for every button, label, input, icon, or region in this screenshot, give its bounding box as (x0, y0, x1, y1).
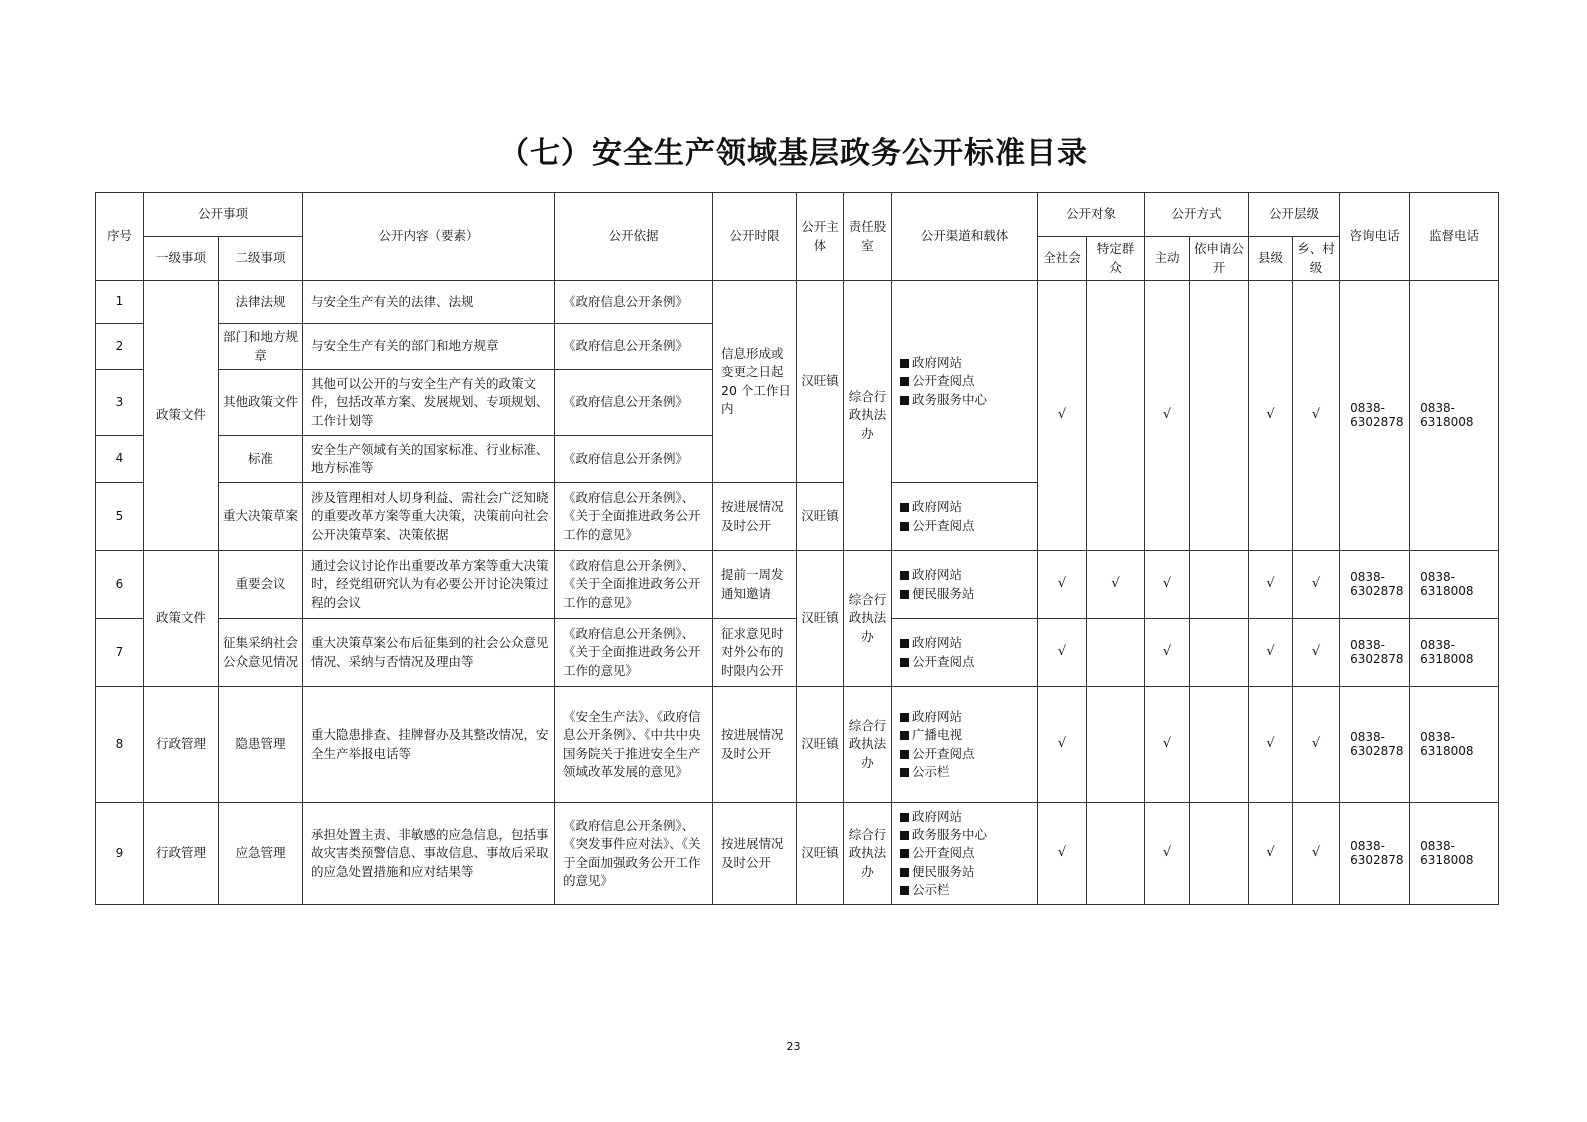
row-level2: 重要会议 (219, 551, 303, 619)
supervise-phone: 0838-6318008 (1410, 281, 1499, 551)
header-time-limit: 公开时限 (713, 193, 797, 281)
level-county-check: √ (1249, 803, 1293, 905)
table-row (96, 803, 1499, 905)
target-all-check: √ (1038, 803, 1087, 905)
header-level: 公开层级 (1249, 193, 1340, 237)
supervise-phone: 0838-6318008 (1410, 803, 1499, 905)
row-content: 其他可以公开的与安全生产有关的政策文件，包括改革方案、发展规划、专项规划、工作计划等 (303, 370, 555, 436)
method-apply-check (1190, 687, 1249, 803)
header-channel: 公开渠道和载体 (892, 193, 1038, 281)
row-channels (892, 483, 1038, 551)
page-number: 23 (786, 1040, 801, 1053)
level-county-check: √ (1249, 619, 1293, 687)
header-basis: 公开依据 (555, 193, 713, 281)
row-time-limit: 按进展情况及时公开 (713, 803, 797, 905)
row-level1: 行政管理 (144, 803, 219, 905)
header-level-village: 乡、村级 (1293, 237, 1340, 281)
row-basis: 《政府信息公开条例》、《关于全面推进政务公开工作的意见》 (555, 483, 713, 551)
row-basis: 《政府信息公开条例》 (555, 281, 713, 324)
level-county-check: √ (1249, 551, 1293, 619)
row-basis: 《政府信息公开条例》 (555, 370, 713, 436)
level-village-check: √ (1293, 281, 1340, 551)
supervise-phone: 0838-6318008 (1410, 551, 1499, 619)
row-seq: 4 (96, 436, 144, 483)
method-active-check: √ (1145, 619, 1190, 687)
target-all-check: √ (1038, 281, 1087, 551)
square-bullet-icon (900, 639, 909, 648)
row-subject: 汉旺镇 (797, 551, 844, 687)
square-bullet-icon (900, 768, 909, 777)
header-target-all: 全社会 (1038, 237, 1087, 281)
channel-item: 公开查阅点 (900, 653, 1033, 671)
header-dept: 责任股室 (844, 193, 892, 281)
consult-phone: 0838-6302878 (1340, 551, 1410, 619)
channel-item: 政府网站 (900, 566, 1033, 584)
table-row (96, 551, 1499, 619)
row-level2: 标准 (219, 436, 303, 483)
row-channels (892, 619, 1038, 687)
square-bullet-icon (900, 713, 909, 722)
header-content: 公开内容（要素） (303, 193, 555, 281)
row-time-limit: 提前一周发通知邀请 (713, 551, 797, 619)
channel-item: 公开查阅点 (900, 844, 1033, 862)
level-village-check: √ (1293, 687, 1340, 803)
row-content: 通过会议讨论作出重要改革方案等重大决策时，经党组研究认为有必要公开讨论决策过程的会议 (303, 551, 555, 619)
row-level2: 应急管理 (219, 803, 303, 905)
row-level2: 其他政策文件 (219, 370, 303, 436)
channel-item: 政府网站 (900, 634, 1033, 652)
header-level-county: 县级 (1249, 237, 1293, 281)
row-level2: 法律法规 (219, 281, 303, 324)
target-all-check: √ (1038, 551, 1087, 619)
channel-item: 政府网站 (900, 708, 1033, 726)
header-consult-phone: 咨询电话 (1340, 193, 1410, 281)
channel-item: 政府网站 (900, 354, 1033, 372)
table-row (96, 687, 1499, 803)
channel-item: 公开查阅点 (900, 517, 1033, 535)
row-content: 与安全生产有关的部门和地方规章 (303, 324, 555, 370)
level-village-check: √ (1293, 803, 1340, 905)
row-dept: 综合行政执法办 (844, 687, 892, 803)
row-level2: 重大决策草案 (219, 483, 303, 551)
row-content: 涉及管理相对人切身利益、需社会广泛知晓的重要改革方案等重大决策，决策前向社会公开决策草案、决策依据 (303, 483, 555, 551)
header-method: 公开方式 (1145, 193, 1249, 237)
row-time-limit: 按进展情况及时公开 (713, 687, 797, 803)
row-seq: 2 (96, 324, 144, 370)
row-channels (892, 551, 1038, 619)
square-bullet-icon (900, 886, 909, 895)
target-specific-check (1087, 281, 1145, 551)
header-target: 公开对象 (1038, 193, 1145, 237)
square-bullet-icon (900, 831, 909, 840)
channel-item: 政务服务中心 (900, 391, 1033, 409)
target-specific-check: √ (1087, 551, 1145, 619)
row-channels (892, 687, 1038, 803)
target-specific-check (1087, 619, 1145, 687)
row-seq: 7 (96, 619, 144, 687)
target-specific-check (1087, 687, 1145, 803)
consult-phone: 0838-6302878 (1340, 803, 1410, 905)
header-subject: 公开主体 (797, 193, 844, 281)
target-specific-check (1087, 803, 1145, 905)
row-content: 承担处置主责、非敏感的应急信息，包括事故灾害类预警信息、事故信息、事故后采取的应急处置措施和应对结果等 (303, 803, 555, 905)
method-apply-check (1190, 551, 1249, 619)
square-bullet-icon (900, 658, 909, 667)
row-dept: 综合行政执法办 (844, 803, 892, 905)
row-dept: 综合行政执法办 (844, 281, 892, 551)
consult-phone: 0838-6302878 (1340, 687, 1410, 803)
channel-item: 政府网站 (900, 808, 1033, 826)
row-level2: 征集采纳社会公众意见情况 (219, 619, 303, 687)
row-seq: 5 (96, 483, 144, 551)
row-time-limit: 按进展情况及时公开 (713, 483, 797, 551)
method-apply-check (1190, 281, 1249, 551)
header-seq: 序号 (96, 193, 144, 281)
header-items: 公开事项 (144, 193, 303, 237)
square-bullet-icon (900, 396, 909, 405)
row-time-limit: 征求意见时对外公布的时限内公开 (713, 619, 797, 687)
row-channels (892, 803, 1038, 905)
row-dept: 综合行政执法办 (844, 551, 892, 687)
row-level1: 政策文件 (144, 281, 219, 551)
square-bullet-icon (900, 750, 909, 759)
header-supervise-phone: 监督电话 (1410, 193, 1499, 281)
row-basis: 《政府信息公开条例》 (555, 436, 713, 483)
square-bullet-icon (900, 590, 909, 599)
channel-item: 广播电视 (900, 726, 1033, 744)
header-target-specific: 特定群众 (1087, 237, 1145, 281)
header-level1: 一级事项 (144, 237, 219, 281)
level-county-check: √ (1249, 281, 1293, 551)
header-method-apply: 依申请公开 (1190, 237, 1249, 281)
row-level2: 部门和地方规章 (219, 324, 303, 370)
channel-item: 便民服务站 (900, 585, 1033, 603)
level-village-check: √ (1293, 619, 1340, 687)
header-level2: 二级事项 (219, 237, 303, 281)
row-content: 安全生产领域有关的国家标准、行业标准、地方标准等 (303, 436, 555, 483)
channel-item: 公开查阅点 (900, 745, 1033, 763)
square-bullet-icon (900, 813, 909, 822)
method-active-check: √ (1145, 803, 1190, 905)
row-seq: 3 (96, 370, 144, 436)
channel-item: 政府网站 (900, 498, 1033, 516)
channel-item: 公示栏 (900, 763, 1033, 781)
header-method-active: 主动 (1145, 237, 1190, 281)
row-level1: 行政管理 (144, 687, 219, 803)
row-basis: 《政府信息公开条例》、《关于全面推进政务公开工作的意见》 (555, 551, 713, 619)
row-content: 重大决策草案公布后征集到的社会公众意见情况、采纳与否情况及理由等 (303, 619, 555, 687)
channel-item: 便民服务站 (900, 863, 1033, 881)
method-active-check: √ (1145, 551, 1190, 619)
row-basis: 《政府信息公开条例》、《突发事件应对法》、《关于全面加强政务公开工作的意见》 (555, 803, 713, 905)
row-subject: 汉旺镇 (797, 803, 844, 905)
target-all-check: √ (1038, 687, 1087, 803)
row-channels (892, 281, 1038, 483)
square-bullet-icon (900, 359, 909, 368)
supervise-phone: 0838-6318008 (1410, 619, 1499, 687)
consult-phone: 0838-6302878 (1340, 281, 1410, 551)
row-subject: 汉旺镇 (797, 483, 844, 551)
channel-item: 政务服务中心 (900, 826, 1033, 844)
page-title: （七）安全生产领域基层政务公开标准目录 (499, 136, 1088, 171)
row-basis: 《政府信息公开条例》 (555, 324, 713, 370)
square-bullet-icon (900, 522, 909, 531)
square-bullet-icon (900, 503, 909, 512)
supervise-phone: 0838-6318008 (1410, 687, 1499, 803)
catalog-table (95, 192, 1499, 905)
channel-item: 公示栏 (900, 881, 1033, 899)
level-county-check: √ (1249, 687, 1293, 803)
method-active-check: √ (1145, 281, 1190, 551)
table-row (96, 281, 1499, 324)
square-bullet-icon (900, 868, 909, 877)
row-level1: 政策文件 (144, 551, 219, 687)
square-bullet-icon (900, 849, 909, 858)
method-apply-check (1190, 619, 1249, 687)
row-seq: 6 (96, 551, 144, 619)
row-seq: 8 (96, 687, 144, 803)
row-seq: 1 (96, 281, 144, 324)
row-subject: 汉旺镇 (797, 281, 844, 483)
row-time-limit: 信息形成或变更之日起 20 个工作日内 (713, 281, 797, 483)
channel-item: 公开查阅点 (900, 372, 1033, 390)
method-active-check: √ (1145, 687, 1190, 803)
square-bullet-icon (900, 377, 909, 386)
level-village-check: √ (1293, 551, 1340, 619)
target-all-check: √ (1038, 619, 1087, 687)
row-content: 与安全生产有关的法律、法规 (303, 281, 555, 324)
square-bullet-icon (900, 731, 909, 740)
row-subject: 汉旺镇 (797, 687, 844, 803)
method-apply-check (1190, 803, 1249, 905)
row-basis: 《安全生产法》、《政府信息公开条例》、《中共中央国务院关于推进安全生产领域改革发展的意见》 (555, 687, 713, 803)
row-seq: 9 (96, 803, 144, 905)
row-basis: 《政府信息公开条例》、《关于全面推进政务公开工作的意见》 (555, 619, 713, 687)
row-level2: 隐患管理 (219, 687, 303, 803)
row-content: 重大隐患排查、挂牌督办及其整改情况，安全生产举报电话等 (303, 687, 555, 803)
square-bullet-icon (900, 571, 909, 580)
consult-phone: 0838-6302878 (1340, 619, 1410, 687)
